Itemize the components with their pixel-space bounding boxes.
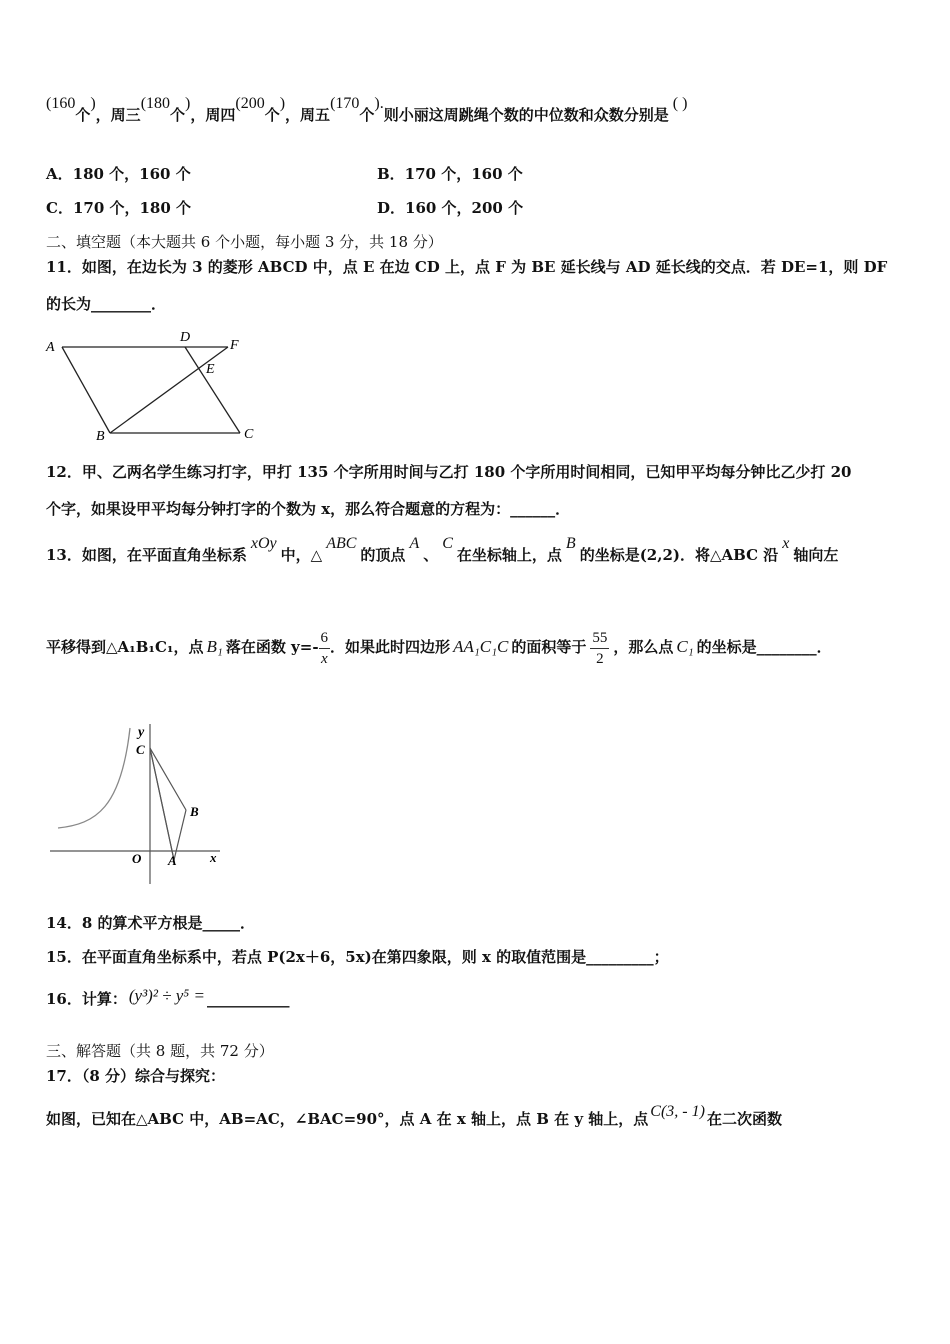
q10-question-tail: 则小丽这周跳绳个数的中位数和众数分别是 bbox=[383, 106, 669, 124]
q13-fraction-6-over-x bbox=[319, 628, 331, 669]
q13-fig-label-a: A bbox=[168, 853, 177, 868]
q13-text: 落在函数 y=- bbox=[225, 638, 319, 656]
frac-den: x bbox=[320, 650, 328, 667]
frac-den: 2 bbox=[596, 650, 604, 667]
q11-label-b: B bbox=[96, 429, 105, 444]
q10-unit: 个 bbox=[75, 106, 91, 124]
q11-line-2: 的长为________． bbox=[46, 295, 167, 313]
q16-expression: (y³)² ÷ y⁵ = bbox=[128, 986, 205, 1005]
q11-line-1: 11．如图，在边长为 3 的菱形 ABCD 中，点 E 在边 CD 上，点 F 为 BE 延长线与 AD 延长线的交点．若 DE=1，则 DF bbox=[46, 258, 888, 276]
q13-point-b: B bbox=[565, 535, 576, 552]
q13-coordinate-figure bbox=[46, 718, 231, 888]
q13-fig-label-y: y bbox=[138, 725, 145, 740]
q16-label: 16．计算： bbox=[46, 990, 127, 1008]
q13-fig-label-o: O bbox=[132, 851, 142, 866]
q13-text: 的坐标是________． bbox=[696, 638, 832, 656]
q10-option-a[interactable]: A．180 个，160 个 bbox=[46, 165, 191, 183]
q13-x-axis: x bbox=[782, 535, 790, 552]
q11-rhombus-figure bbox=[40, 325, 270, 445]
q10-sep: ，周五 bbox=[285, 106, 331, 124]
q11-label-e: E bbox=[206, 362, 215, 377]
q13-abc: ABC bbox=[326, 535, 357, 552]
q13-point-c: C bbox=[442, 535, 453, 552]
q13-text: 的面积等于 bbox=[511, 638, 587, 656]
q10-unit: 个 bbox=[359, 106, 375, 124]
q10-unit: 个 bbox=[264, 106, 280, 124]
q13-point-b1: B₁ bbox=[206, 637, 223, 656]
q10-value-2: (180 bbox=[140, 95, 171, 112]
q13-xoy: xOy bbox=[250, 535, 277, 552]
q13-fraction-55-over-2 bbox=[590, 628, 609, 669]
frac-num: 55 bbox=[590, 628, 609, 649]
q10-value-3: (200 bbox=[235, 95, 265, 112]
q17-heading: 17．（8 分）综合与探究： bbox=[46, 1067, 226, 1085]
q10-line bbox=[46, 95, 688, 125]
q13-text: 在坐标轴上，点 bbox=[456, 546, 562, 564]
q13-quadrilateral: AA₁C₁C bbox=[453, 637, 509, 656]
q10-answer-paren: ( ) bbox=[672, 95, 688, 112]
q13-text: 的坐标是(2,2)．将△ABC 沿 bbox=[579, 546, 779, 564]
q10-sep: ，周三 bbox=[95, 106, 141, 124]
q13-text: 、 bbox=[423, 546, 439, 564]
q17-point-c: C(3, - 1) bbox=[650, 1103, 705, 1120]
q17-line-1 bbox=[46, 1103, 782, 1129]
q13-text: 的顶点 bbox=[360, 546, 406, 564]
q10-paren: ). bbox=[374, 95, 384, 112]
q10-option-c[interactable]: C．170 个，180 个 bbox=[46, 199, 192, 217]
q10-option-b[interactable]: B．170 个，160 个 bbox=[377, 165, 523, 183]
q13-text: 平移得到△A₁B₁C₁，点 bbox=[46, 638, 204, 656]
section-3-title: 三、解答题（共 8 题，共 72 分） bbox=[46, 1042, 274, 1060]
q10-value-4: (170 bbox=[330, 95, 360, 112]
q17-text: 在二次函数 bbox=[706, 1110, 782, 1128]
q10-sep: ，周四 bbox=[190, 106, 236, 124]
q10-paren: ) bbox=[90, 95, 96, 112]
q14-line: 14．8 的算术平方根是_____． bbox=[46, 914, 256, 932]
section-2-title: 二、填空题（本大题共 6 个小题，每小题 3 分，共 18 分） bbox=[46, 233, 443, 251]
q17-text: 如图，已知在△ABC 中，AB=AC，∠BAC=90°，点 A 在 x 轴上，点 B 在 y 轴上，点 bbox=[46, 1110, 649, 1128]
q13-fig-label-c: C bbox=[136, 742, 145, 757]
q10-option-d[interactable]: D．160 个，200 个 bbox=[377, 199, 524, 217]
q10-paren: ) bbox=[185, 95, 191, 112]
q13-line-2 bbox=[46, 625, 832, 669]
q12-line-1: 12．甲、乙两名学生练习打字，甲打 135 个字所用时间与乙打 180 个字所用时间相同，已知甲平均每分钟比乙少打 20 bbox=[46, 463, 852, 481]
q11-label-c: C bbox=[244, 427, 254, 442]
q13-line-1 bbox=[46, 535, 839, 565]
q10-value-1: (160 bbox=[46, 95, 76, 112]
q16-line bbox=[46, 988, 289, 1009]
q13-text: 13．如图，在平面直角坐标系 bbox=[46, 546, 247, 564]
q13-text: ．如果此时四边形 bbox=[330, 638, 451, 656]
q10-paren: ) bbox=[279, 95, 286, 112]
q12-line-2: 个字，如果设甲平均每分钟打字的个数为 x，那么符合题意的方程为：______． bbox=[46, 500, 571, 518]
q11-label-a: A bbox=[46, 340, 55, 355]
q15-line: 15．在平面直角坐标系中，若点 P(2x＋6，5x)在第四象限，则 x 的取值范围是_________； bbox=[46, 948, 669, 966]
frac-num: 6 bbox=[319, 628, 331, 649]
q13-fig-label-x: x bbox=[210, 850, 217, 865]
q16-answer-blank[interactable]: ___________ bbox=[206, 990, 290, 1008]
q10-unit: 个 bbox=[170, 106, 186, 124]
q13-point-a: A bbox=[409, 535, 420, 552]
q13-point-c1: C₁ bbox=[676, 637, 694, 656]
q13-text: 轴向左 bbox=[793, 546, 839, 564]
q11-label-f: F bbox=[230, 338, 239, 353]
q13-fig-label-b: B bbox=[190, 804, 199, 819]
q13-text: ，那么点 bbox=[613, 638, 674, 656]
q11-label-d: D bbox=[180, 330, 191, 345]
q13-text: 中，△ bbox=[280, 546, 323, 564]
